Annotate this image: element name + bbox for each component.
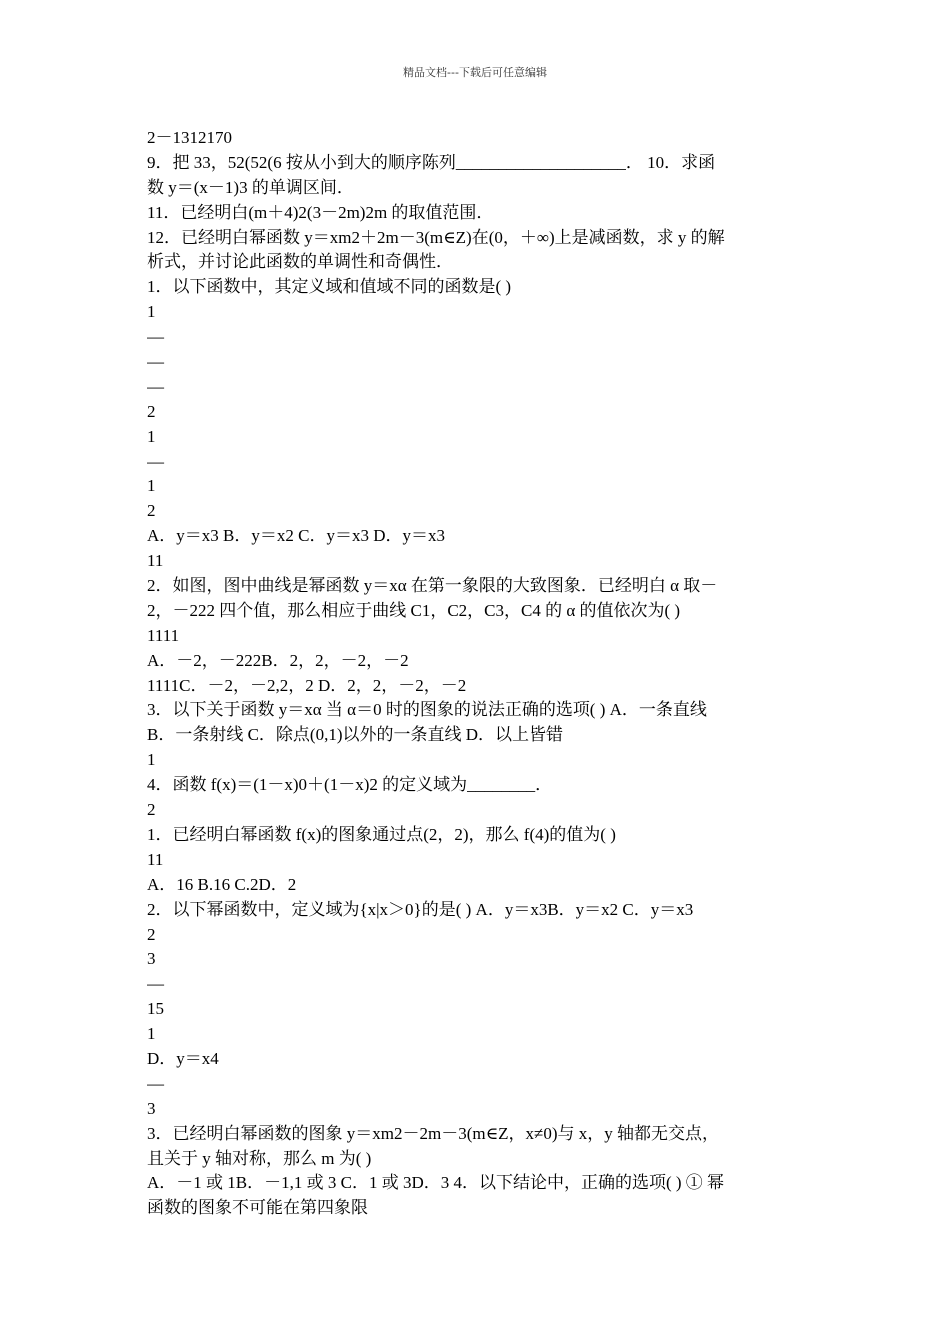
text-line: 2: [147, 401, 156, 421]
text-line: 数 y＝(x－1)3 的单调区间．: [147, 177, 354, 197]
text-line: 2．如图，图中曲线是幂函数 y＝xα 在第一象限的大致图象．已经明白 α 取－: [147, 576, 718, 596]
text-line: A．16 B.16 C.2D．2: [147, 874, 297, 894]
text-line: 2: [147, 800, 156, 820]
text-line: 1: [147, 426, 156, 446]
text-line: 2: [147, 501, 156, 521]
text-line: 函数的图象不可能在第四象限: [147, 1198, 368, 1218]
text-line: 9．把 33，52(52(6 按从小到大的顺序陈列____________________． 10．求函: [147, 152, 716, 172]
text-line: A．－2，－222B．2，2，－2，－2: [147, 650, 409, 670]
text-line: 11: [147, 551, 164, 571]
text-line: B．一条射线 C．除点(0,1)以外的一条直线 D．以上皆错: [147, 725, 564, 745]
document-body: [147, 126, 807, 1221]
text-line: 析式，并讨论此函数的单调性和奇偶性．: [147, 252, 453, 272]
text-line: 1．已经明白幂函数 f(x)的图象通过点(2，2)，那么 f(4)的值为( ): [147, 824, 616, 844]
text-line: 11: [147, 849, 164, 869]
text-line: 4．函数 f(x)＝(1－x)0＋(1－x)2 的定义域为________．: [147, 775, 553, 795]
text-line: 1111C．－2，－2,2，2 D．2，2，－2，－2: [147, 675, 467, 695]
text-line: 1: [147, 476, 156, 496]
text-line: —: [147, 451, 164, 471]
text-line: 1111: [147, 625, 180, 645]
text-line: —: [147, 1073, 164, 1093]
page-header: 精品文档---下载后可任意编辑: [403, 66, 547, 79]
text-line: 12．已经明白幂函数 y＝xm2＋2m－3(m∈Z)在(0，＋∞)上是减函数，求 y 的解: [147, 227, 725, 247]
text-line: 1: [147, 750, 156, 770]
text-line: 15: [147, 999, 164, 1019]
text-line: 2－1312170: [147, 128, 232, 147]
text-line: 2，－222 四个值，那么相应于曲线 C1，C2，C3，C4 的 α 的值依次为( ): [147, 600, 681, 620]
text-line: 11．已经明白(m＋4)2(3－2m)2m 的取值范围．: [147, 202, 494, 222]
text-line: D．y＝x4: [147, 1048, 219, 1068]
text-line: 3: [147, 1098, 156, 1118]
text-line: 1: [147, 302, 156, 322]
text-line: A．－1 或 1B．－1,1 或 3 C．1 或 3D．3 4．以下结论中，正确的选项( ) ① 幂: [147, 1173, 725, 1193]
text-line: —: [147, 376, 164, 396]
text-line: —: [147, 352, 164, 372]
text-line: 3．以下关于函数 y＝xα 当 α＝0 时的图象的说法正确的选项( ) A．一条直线: [147, 700, 707, 720]
text-line: —: [147, 327, 164, 347]
text-line: 1: [147, 1024, 156, 1044]
text-line: A．y＝x3 B．y＝x2 C．y＝x3 D．y＝x3: [147, 526, 445, 546]
text-line: 1．以下函数中，其定义域和值域不同的函数是( ): [147, 277, 512, 297]
text-line: —: [147, 974, 164, 994]
text-line: 3．已经明白幂函数的图象 y＝xm2－2m－3(m∈Z，x≠0)与 x，y 轴都无交点，: [147, 1123, 720, 1143]
text-line: 且关于 y 轴对称，那么 m 为( ): [147, 1148, 372, 1168]
text-line: 2．以下幂函数中，定义域为{x|x＞0}的是( ) A．y＝x3B．y＝x2 C．y＝x3: [147, 899, 694, 919]
text-line: 2: [147, 924, 156, 944]
text-line: 3: [147, 949, 156, 969]
